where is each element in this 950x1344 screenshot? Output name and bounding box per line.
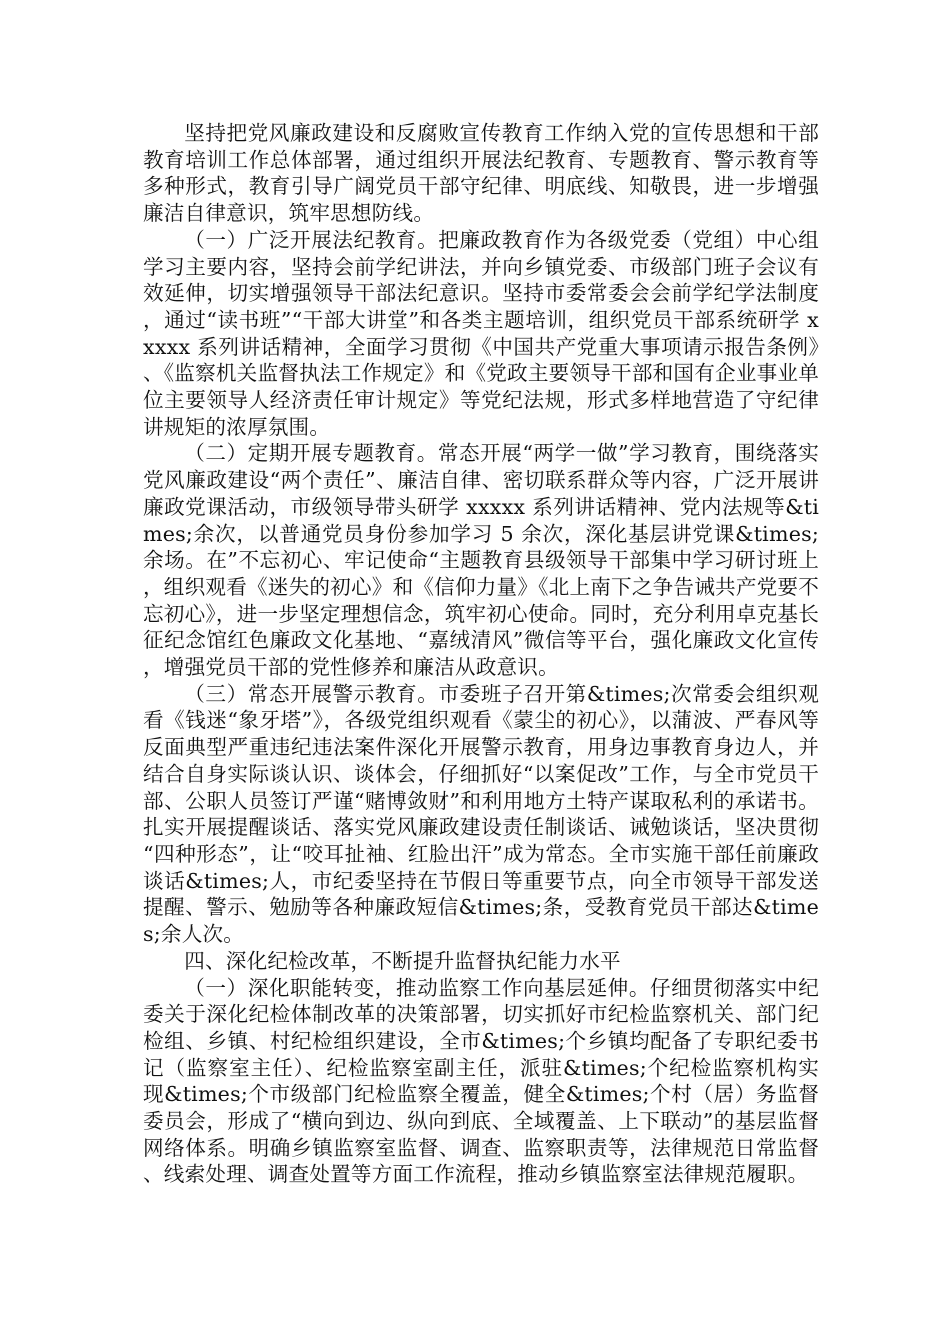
paragraph-function-transformation: （一）深化职能转变，推动监察工作向基层延伸。仔细贯彻落实中纪委关于深化纪检体制改革的决策部署，切实抓好市纪检监察机关、部门纪检组、乡镇、村纪检组织建设，全市&times;个乡镇均配备了专职纪委书记（监察室主任）、纪检监察室副主任，派驻&times;个纪检监察机构实现&times;个市级部门纪检监察全覆盖，健全&times;个村（居）务监督委员会，形成了“横向到边、纵向到底、全域覆盖、上下联动”的基层监督网络体系。明确乡镇监察室监督、调查、监察职责等，法律规范日常监督、线索处理、调查处置等方面工作流程，推动乡镇监察室法律规范履职。 [143,975,819,1187]
paragraph-legal-education: （一）广泛开展法纪教育。把廉政教育作为各级党委（党组）中心组学习主要内容，坚持会前学纪讲法，并向乡镇党委、市级部门班子会议有效延伸，切实增强领导干部法纪意识。坚持市委常委会会前学纪学法制度，通过“读书班”“干部大讲堂”和各类主题培训，组织党员干部系统研学 xxxxx 系列讲话精神，全面学习贯彻《中国共产党重大事项请示报告条例》、《监察机关监督执法工作规定》和《党政主要领导干部和国有企业事业单位主要领导人经济责任审计规定》等党纪法规，形式多样地营造了守纪律讲规矩的浓厚氛围。 [143,227,819,439]
document-body [143,120,819,1188]
paragraph-warning-education: （三）常态开展警示教育。市委班子召开第&times;次常委会组织观看《钱迷“象牙塔”》，各级党组织观看《蒙尘的初心》，以蒲波、严春风等反面典型严重违纪违法案件深化开展警示教育，用身边事教育身边人，并结合自身实际谈认识、谈体会，仔细抓好“以案促改”工作，与全市党员干部、公职人员签订严谨“赌博敛财”和利用地方土特产谋取私利的承诺书。扎实开展提醒谈话、落实党风廉政建设责任制谈话、诫勉谈话，坚决贯彻“四种形态”，让“咬耳扯袖、红脸出汗”成为常态。全市实施干部任前廉政谈话&times;人，市纪委坚持在节假日等重要节点，向全市领导干部发送提醒、警示、勉励等各种廉政短信&times;条，受教育党员干部达&times;余人次。 [143,681,819,947]
section-heading-reform: 四、深化纪检改革，不断提升监督执纪能力水平 [184,948,621,973]
paragraph-intro: 坚持把党风廉政建设和反腐败宣传教育工作纳入党的宣传思想和干部教育培训工作总体部署，通过组织开展法纪教育、专题教育、警示教育等多种形式，教育引导广阔党员干部守纪律、明底线、知敬畏，进一步增强廉洁自律意识，筑牢思想防线。 [143,121,819,226]
paragraph-thematic-education: （二）定期开展专题教育。常态开展“两学一做”学习教育，围绕落实党风廉政建设“两个责任”、廉洁自律、密切联系群众等内容，广泛开展讲廉政党课活动，市级领导带头研学 xxxxx 系列讲话精神、党内法规等&times;余次，以普通党员身份参加学习 5 余次，深化基层讲党课&times;余场。在”不忘初心、牢记使命“主题教育县级领导干部集中学习研讨班上，组织观看《迷失的初心》和《信仰力量》《北上南下之争告诫共产党要不忘初心》，进一步坚定理想信念，筑牢初心使命。同时，充分利用卓克基长征纪念馆红色廉政文化基地、“嘉绒清风”微信等平台，强化廉政文化宣传，增强党员干部的党性修养和廉洁从政意识。 [143,441,819,680]
